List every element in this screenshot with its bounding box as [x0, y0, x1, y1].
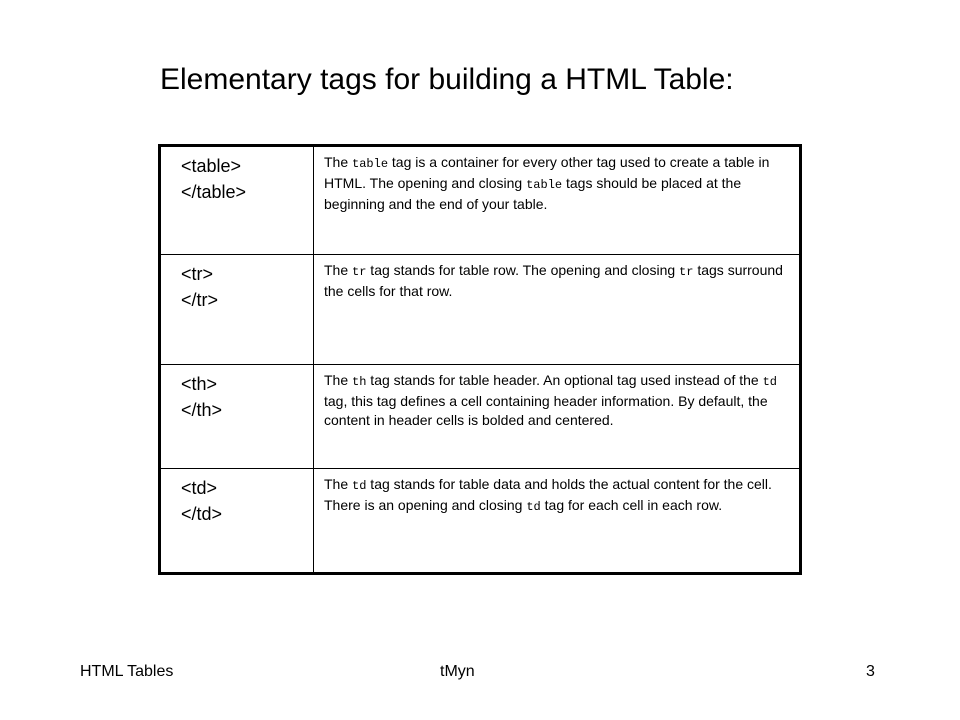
inline-code: table: [526, 178, 563, 192]
inline-code: td: [526, 500, 541, 515]
inline-code: tr: [352, 264, 367, 279]
close-tag: </th>: [181, 399, 223, 420]
description-text: The table tag is a container for every other tag used to create a table in HTML. The opening and closing table tags should be placed at the beginning and the end of your table.: [324, 154, 770, 212]
close-tag: </table>: [181, 182, 247, 202]
footer-title: HTML Tables: [80, 663, 174, 680]
tag-cell: [160, 254, 314, 364]
description-text: The td tag stands for table data and holds the actual content for the cell. There is an opening and closing td tag for each cell in each row.: [324, 476, 772, 515]
table-row-tr: [160, 254, 801, 364]
slide-title: Elementary tags for building a HTML Table:: [160, 63, 734, 96]
close-tag: </tr>: [181, 289, 219, 310]
footer-author: tMyn: [440, 663, 475, 680]
description-cell: [314, 364, 801, 469]
inline-code: td: [352, 479, 367, 494]
description-cell: [314, 254, 801, 364]
tag-cell: [160, 364, 314, 469]
description-text: The tr tag stands for table row. The opening and closing tr tags surround the cells for that row.: [324, 261, 783, 299]
inline-code: tr: [679, 264, 694, 279]
tags-table: [158, 144, 802, 575]
table-row-td: [160, 469, 801, 574]
description-cell: [314, 146, 801, 255]
open-tag: <tr>: [181, 263, 214, 284]
close-tag: </td>: [181, 504, 223, 525]
open-tag: <td>: [181, 478, 218, 499]
description-text: The th tag stands for table header. An optional tag used instead of the td tag, this tag defines a cell containing header information. By default, the content in header cells is bolded and centered.: [324, 371, 778, 428]
tag-cell: [160, 469, 314, 574]
table-row-th: [160, 364, 801, 469]
open-tag: <table>: [181, 156, 242, 176]
open-tag: <th>: [181, 373, 218, 394]
tag-cell: [160, 146, 314, 255]
inline-code: table: [352, 157, 389, 171]
description-cell: [314, 469, 801, 574]
inline-code: th: [352, 374, 367, 389]
inline-code: td: [762, 374, 778, 389]
page-number: 3: [866, 663, 875, 680]
table-row-table: [160, 146, 801, 255]
